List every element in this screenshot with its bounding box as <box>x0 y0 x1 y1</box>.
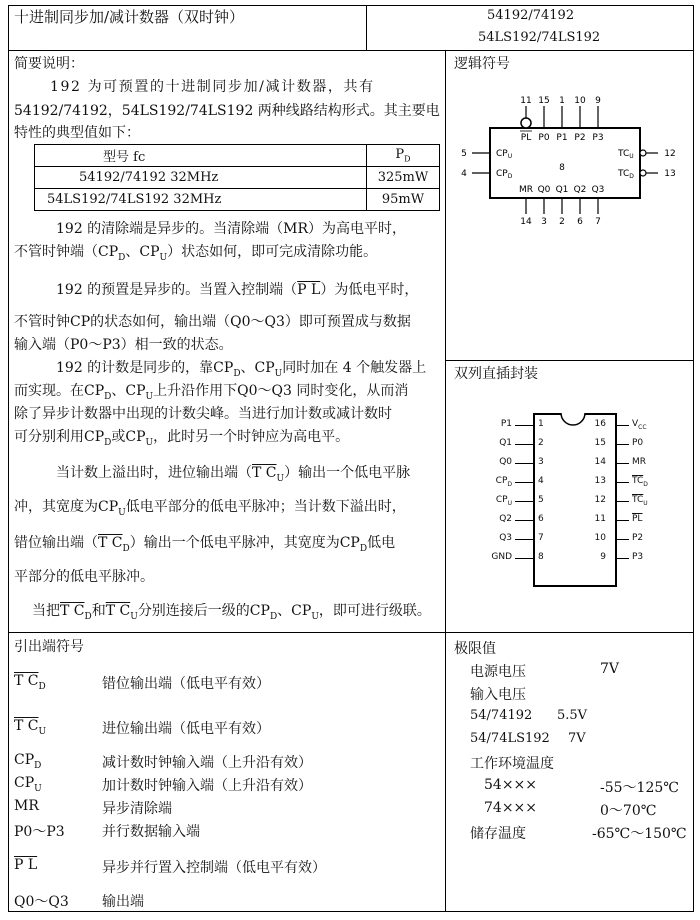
spec-cell-power: 325mW <box>367 167 440 189</box>
table-row <box>35 189 440 211</box>
pin-symbol: $CP_D$ <box>14 752 42 771</box>
pin-label: Q0 <box>537 185 551 195</box>
dip-pin-num: 8 <box>538 552 544 562</box>
dip-pin-num: 10 <box>594 533 606 543</box>
input-54-74ls192: 54/74LS192 <box>470 731 550 746</box>
dip-pin-label: P0 <box>632 438 644 448</box>
pin-num: 5 <box>461 149 467 159</box>
input-54-74ls192-value: 7V <box>568 731 586 746</box>
right-hdivider <box>445 360 694 361</box>
pin-label: PL <box>520 133 532 143</box>
dip-pin-lead <box>515 425 533 426</box>
pin-num: 15 <box>538 96 550 106</box>
pin-label-tcu: $TC_U$ <box>618 149 634 160</box>
pl-inversion-bubble <box>521 118 531 128</box>
center-label: 8 <box>559 163 565 173</box>
dip-pin-label: Q0 <box>499 457 512 467</box>
storage-value: -65℃～150℃ <box>592 826 687 842</box>
spec-cell-model: 54192/74192 32MHz <box>35 167 367 189</box>
dip-pin-num: 11 <box>594 514 606 524</box>
dip-pin-label: P2 <box>632 533 644 543</box>
pin-num: 14 <box>520 217 532 227</box>
dip-pin-lead <box>515 482 533 483</box>
spec-table <box>34 144 440 211</box>
dip-pin-num: 15 <box>594 438 606 448</box>
pin-description: 错位输出端（低电平有效） <box>102 676 270 692</box>
limits-heading: 极限值 <box>454 641 496 657</box>
dip-pin-num: 7 <box>538 533 544 543</box>
dip-pin-num: 14 <box>594 457 606 467</box>
temp-54-label: 54××× <box>484 777 538 793</box>
border-bottom <box>8 911 694 912</box>
pin-description: 进位输出端（低电平有效） <box>102 721 270 737</box>
pin-num: 10 <box>574 96 586 106</box>
dip-pin-label: MR <box>632 457 647 467</box>
dip-pin-num: 2 <box>538 438 544 448</box>
pin-label: Q2 <box>573 185 587 195</box>
desc-sync-2: 而实现。在$CP_D$、$CP_U$上升沿作用下Q0～Q3 同时变化，从而消 <box>14 383 409 402</box>
pin-num: 7 <box>595 217 601 227</box>
desc-cascade: 当把T $C_D$和T $C_U$分别连接后一级的$CP_D$、$CP_U$，即可进行级联。 <box>32 603 431 622</box>
dip-pin-label: $\overline{TC}_U$ <box>632 495 648 507</box>
desc-clear-1: 192 的清除端是异步的。当清除端（MR）为高电平时， <box>56 221 407 237</box>
dip-pin-lead <box>615 501 629 502</box>
table-row <box>35 167 440 189</box>
tcu-inversion-bubble <box>640 150 646 156</box>
dip-pin-label: GND <box>491 552 512 562</box>
dip-pin-label: P1 <box>500 419 512 429</box>
dip-pin-label: $\overline{PL}$ <box>632 514 643 524</box>
temp-74-value: 0～70℃ <box>600 803 657 819</box>
dip-pin-lead <box>615 444 629 445</box>
pin-description: 加计数时钟输入端（上升沿有效） <box>102 778 312 794</box>
pin-symbol: P L <box>14 857 38 873</box>
dip-pin-num: 16 <box>594 419 606 429</box>
dip-pin-num: 9 <box>600 552 606 562</box>
dip-pin-num: 5 <box>538 495 544 505</box>
dip-pin-lead <box>615 539 629 540</box>
dip-pin-label: $V_{CC}$ <box>632 419 647 431</box>
temp-54-value: -55～125℃ <box>600 780 679 796</box>
border-left <box>8 5 9 912</box>
input-54-74192-value: 5.5V <box>557 708 588 723</box>
dip-pin-lead <box>615 425 629 426</box>
desc-sync-3: 除了异步计数器中出现的计数尖峰。当进行加计数或减计数时 <box>14 406 392 422</box>
dip-pin-label: $CP_D$ <box>495 476 512 488</box>
description-heading: 简要说明： <box>14 56 84 72</box>
part-number-2: 54LS192/74LS192 <box>478 30 601 45</box>
dip-pin-num: 12 <box>594 495 606 505</box>
pin-num: 3 <box>541 217 547 227</box>
spec-cell-model: 54LS192/74LS192 32MHz <box>35 189 367 211</box>
dip-pin-label: Q2 <box>499 514 512 524</box>
desc-overflow-3: 错位输出端（T $C_D$）输出一个低电平脉冲，其宽度为$CP_D$低电 <box>14 535 396 554</box>
pin-description: 减计数时钟输入端（上升沿有效） <box>102 755 312 771</box>
temp-74-label: 74××× <box>484 800 538 816</box>
pin-num: 2 <box>559 217 565 227</box>
pin-label: Q1 <box>555 185 569 195</box>
pin-label-cpd: $CP_D$ <box>496 169 513 180</box>
pin-num: 9 <box>595 96 601 106</box>
spec-col-model: 型号 fc <box>35 145 367 167</box>
pin-symbol: $CP_U$ <box>14 775 42 794</box>
doc-title: 十进制同步加/减计数器（双时钟） <box>14 8 245 26</box>
pin-symbol: Q0～Q3 <box>14 894 69 910</box>
spec-col-power: $P_D$ <box>367 145 440 167</box>
desc-intro-2: 54192/74192，54LS192/74LS192 两种线路结构形式。其主要电 <box>14 103 440 119</box>
spec-table-header <box>35 145 440 167</box>
pin-description: 异步清除端 <box>102 801 172 817</box>
pin-num: 1 <box>559 96 565 106</box>
pin-num: 6 <box>577 217 583 227</box>
temp-label: 工作环境温度 <box>470 756 554 772</box>
desc-preset-3: 输入端（P0～P3）相一致的状态。 <box>14 337 233 353</box>
desc-overflow-4: 平部分的低电平脉冲。 <box>14 569 154 585</box>
pin-label: Q3 <box>591 185 605 195</box>
desc-sync-4: 可分别利用$CP_D$或$CP_U$，此时另一个时钟应为高电平。 <box>14 429 350 448</box>
dip-notch <box>560 413 586 427</box>
dip-pin-lead <box>515 444 533 445</box>
dip-pin-lead <box>615 558 629 559</box>
input-label: 输入电压 <box>470 687 526 703</box>
header-vdivider <box>366 5 367 51</box>
dip-pin-num: 6 <box>538 514 544 524</box>
pin-symbol: MR <box>14 798 39 814</box>
desc-overflow-1: 当计数上溢出时，进位输出端（T $C_U$）输出一个低电平脉 <box>56 465 411 484</box>
dip-pin-num: 4 <box>538 476 544 486</box>
pin-label-cpu: $CP_U$ <box>496 149 513 160</box>
pin-description: 并行数据输入端 <box>102 824 200 840</box>
dip-pin-num: 1 <box>538 419 544 429</box>
pin-symbol: P0～P3 <box>14 824 65 840</box>
logic-symbol-diagram <box>450 90 690 230</box>
pin-num: 13 <box>664 169 676 179</box>
supply-value: 7V <box>600 661 620 677</box>
desc-clear-2: 不管时钟端（$CP_D$、$CP_U$）状态如何，即可完成清除功能。 <box>14 244 378 263</box>
tcd-inversion-bubble <box>640 170 646 176</box>
part-number-1: 54192/74192 <box>487 8 575 23</box>
border-right <box>693 5 694 912</box>
dip-pin-lead <box>515 463 533 464</box>
header-divider <box>8 50 694 51</box>
dip-pin-lead <box>615 482 629 483</box>
spec-cell-power: 95mW <box>367 189 440 211</box>
dip-pin-lead <box>515 501 533 502</box>
desc-sync-1: 192 的计数是同步的，靠$CP_D$、$CP_U$同时加在 4 个触发器上 <box>56 360 427 379</box>
pin-label: P3 <box>592 133 604 143</box>
dip-pin-lead <box>515 539 533 540</box>
pin-description: 输出端 <box>102 894 144 910</box>
pin-description: 异步并行置入控制端（低电平有效） <box>102 860 326 876</box>
desc-overflow-2: 冲，其宽度为$CP_U$低电平部分的低电平脉冲；当计数下溢出时， <box>14 499 406 518</box>
pin-symbol: T $C_D$ <box>14 673 46 692</box>
dip-pin-lead <box>615 463 629 464</box>
pin-label: MR <box>518 185 534 195</box>
pin-num: 4 <box>461 169 467 179</box>
logic-symbol-heading: 逻辑符号 <box>454 56 510 72</box>
dip-pin-num: 3 <box>538 457 544 467</box>
dip-pin-lead <box>515 520 533 521</box>
pin-symbol: T $C_U$ <box>14 718 47 737</box>
desc-intro-3: 特性的典型值如下： <box>14 125 140 141</box>
middle-vdivider <box>445 50 446 912</box>
pin-label-tcd: $TC_D$ <box>618 169 634 180</box>
pin-section-heading: 引出端符号 <box>14 639 84 655</box>
dip-pin-label: Q3 <box>499 533 512 543</box>
dip-pin-label: $\overline{TC}_D$ <box>632 476 648 488</box>
pin-label: P1 <box>556 133 568 143</box>
desc-preset-2: 不管时钟CP的状态如何，输出端（Q0～Q3）即可预置成与数据 <box>14 314 411 330</box>
pin-label: P0 <box>538 133 550 143</box>
dip-pin-label: P3 <box>632 552 644 562</box>
pin-label: P2 <box>574 133 586 143</box>
dip-pin-label: Q1 <box>499 438 512 448</box>
input-54-74192: 54/74192 <box>470 708 533 723</box>
supply-label: 电源电压 <box>470 664 526 680</box>
desc-preset-1: 192 的预置是异步的。当置入控制端（P L）为低电平时， <box>56 282 419 298</box>
dip-pin-lead <box>515 558 533 559</box>
pin-num: 12 <box>664 149 676 159</box>
dip-pin-lead <box>615 520 629 521</box>
storage-label: 储存温度 <box>470 826 526 842</box>
lower-hdivider <box>8 632 694 633</box>
dip-pin-label: $CP_U$ <box>495 495 512 507</box>
dip-pin-num: 13 <box>594 476 606 486</box>
dip-heading: 双列直插封装 <box>454 366 538 382</box>
pin-num: 11 <box>520 96 532 106</box>
desc-intro-1: 192 为可预置的十进制同步加/减计数器，共有 <box>50 79 375 95</box>
